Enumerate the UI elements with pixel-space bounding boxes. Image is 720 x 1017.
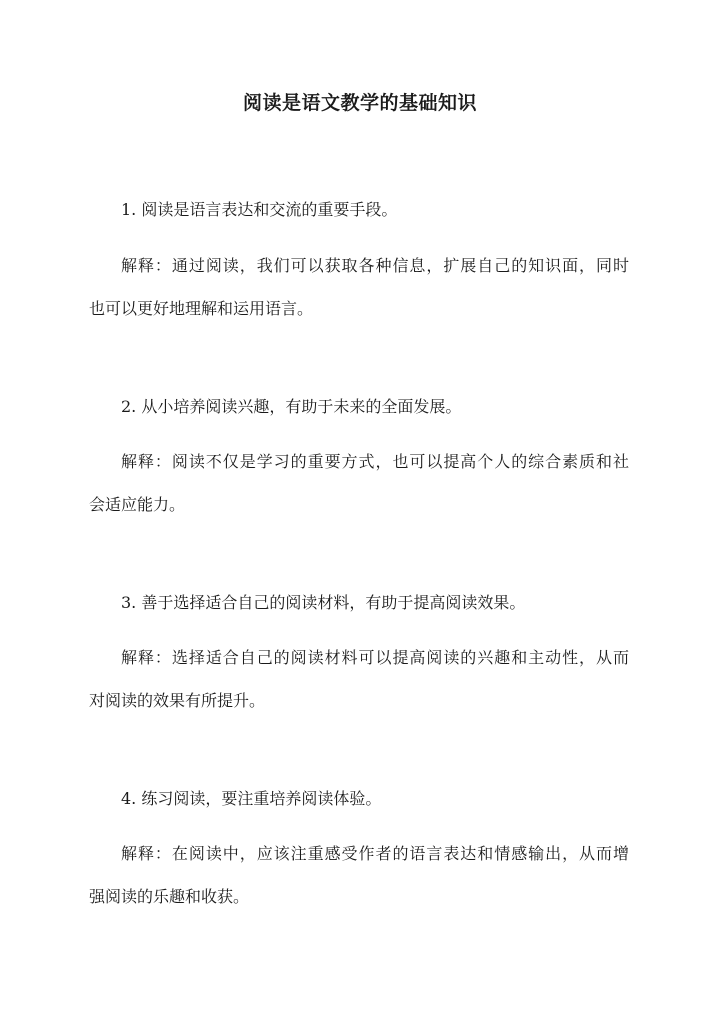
point-4: 4. 练习阅读，要注重培养阅读体验。 bbox=[121, 789, 382, 808]
explanation-1-line-1: 解释：通过阅读，我们可以获取各种信息，扩展自己的知识面，同时 bbox=[121, 256, 629, 275]
explanation-2-line-2: 会适应能力。 bbox=[89, 495, 186, 514]
document-title: 阅读是语文教学的基础知识 bbox=[242, 92, 477, 114]
explanation-1-line-2: 也可以更好地理解和运用语言。 bbox=[89, 299, 314, 318]
explanation-3-line-2: 对阅读的效果有所提升。 bbox=[89, 691, 266, 710]
explanation-4-line-2: 强阅读的乐趣和收获。 bbox=[89, 887, 250, 906]
point-3: 3. 善于选择适合自己的阅读材料，有助于提高阅读效果。 bbox=[121, 593, 526, 612]
explanation-4-line-1: 解释：在阅读中，应该注重感受作者的语言表达和情感输出，从而增 bbox=[121, 844, 629, 863]
point-1: 1. 阅读是语言表达和交流的重要手段。 bbox=[121, 200, 398, 219]
point-2: 2. 从小培养阅读兴趣，有助于未来的全面发展。 bbox=[121, 397, 462, 416]
explanation-3-line-1: 解释：选择适合自己的阅读材料可以提高阅读的兴趣和主动性，从而 bbox=[121, 648, 629, 667]
explanation-2-line-1: 解释：阅读不仅是学习的重要方式，也可以提高个人的综合素质和社 bbox=[121, 452, 629, 471]
